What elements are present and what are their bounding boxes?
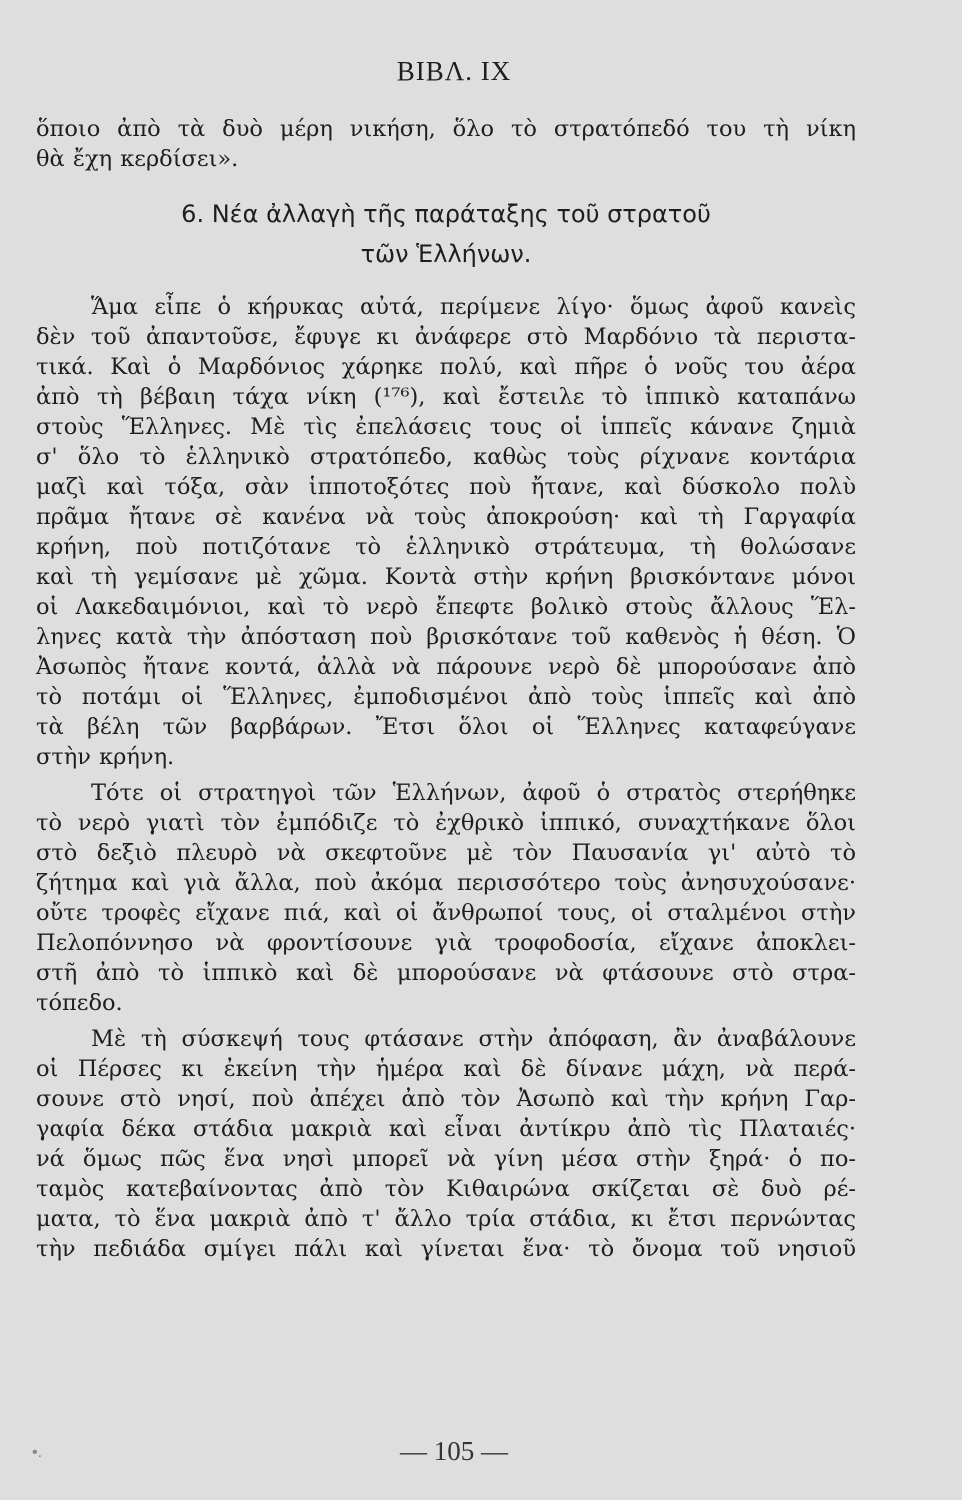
running-head: ΒΙΒΛ. ΙΧ <box>396 56 512 86</box>
margin-mark: •. <box>32 1444 43 1461</box>
text-line: σ' ὅλο τὸ ἑλληνικὸ στρατόπεδο, καθὼς τοὺς ρίχνανε κοντάρια <box>36 444 856 470</box>
text-line: Μὲ τὴ σύσκεψή τους φτάσανε στὴν ἀπόφαση, ἂν ἀναβάλουνε <box>91 1026 856 1052</box>
section-heading-line: τῶν Ἑλλήνων. <box>360 240 532 268</box>
text-line: τὸ ποτάμι οἱ Ἕλληνες, ἐμποδισμένοι ἀπὸ τοὺς ἱππεῖς καὶ ἀπὸ <box>36 684 856 710</box>
page-number: — 105 — <box>400 1436 508 1466</box>
section-heading-line: 6. Νέα ἀλλαγὴ τῆς παράταξης τοῦ στρατοῦ <box>181 200 711 228</box>
paragraph <box>36 778 856 1018</box>
text-line: νά ὅμως πῶς ἕνα νησὶ μπορεῖ νὰ γίνη μέσα στὴν ξηρά· ὁ πο- <box>36 1146 856 1172</box>
section-heading <box>36 194 856 274</box>
text-line: ταμὸς κατεβαίνοντας ἀπὸ τὸν Κιθαιρώνα σκίζεται σὲ δυὸ ρέ- <box>36 1176 856 1202</box>
text-line: οἱ Πέρσες κι ἐκείνη τὴν ἡμέρα καὶ δὲ δίνανε μάχη, νὰ περά- <box>36 1056 856 1082</box>
text-line: σουνε στὸ νησί, ποὺ ἀπέχει ἀπὸ τὸν Ἀσωπὸ καὶ τὴν κρήνη Γαρ- <box>36 1086 856 1112</box>
text-line: γαφία δέκα στάδια μακριὰ καὶ εἶναι ἀντίκρυ ἀπὸ τὶς Πλαταιές· <box>36 1116 856 1142</box>
text-line: κρήνη, ποὺ ποτιζότανε τὸ ἑλληνικὸ στράτευμα, τὴ θολώσανε <box>36 534 856 560</box>
text-line: στῆ ἀπὸ τὸ ἱππικὸ καὶ δὲ μπορούσανε νὰ φτάσουνε στὸ στρα- <box>36 960 856 986</box>
text-line: στὸ δεξιὸ πλευρὸ νὰ σκεφτοῦνε μὲ τὸν Παυσανία γι' αὐτὸ τὸ <box>36 840 856 866</box>
text-line: στοὺς Ἕλληνες. Μὲ τὶς ἐπελάσεις τους οἱ ἱππεῖς κάνανε ζημιὰ <box>36 414 856 440</box>
text-line: στὴν κρήνη. <box>36 744 175 770</box>
paragraph <box>36 1024 856 1264</box>
text-line: δὲν τοῦ ἀπαντοῦσε, ἔφυγε κι ἀνάφερε στὸ Μαρδόνιο τὰ περιστα- <box>36 324 856 350</box>
text-line: Ἀσωπὸς ἤτανε κοντά, ἀλλὰ νὰ πάρουνε νερὸ δὲ μπορούσανε ἀπὸ <box>36 654 856 680</box>
paragraph <box>36 292 856 772</box>
text-line: ζήτημα καὶ γιὰ ἄλλα, ποὺ ἀκόμα περισσότερο τοὺς ἀνησυχούσανε· <box>36 870 856 896</box>
text-line: ληνες κατὰ τὴν ἀπόσταση ποὺ βρισκότανε τοῦ καθενὸς ἡ θέση. Ὁ <box>36 624 856 650</box>
text-line: οὔτε τροφὲς εἴχανε πιά, καὶ οἱ ἄνθρωποί τους, οἱ σταλμένοι στὴν <box>36 900 856 926</box>
text-line: ὅποιο ἀπὸ τὰ δυὸ μέρη νικήση, ὅλο τὸ στρατόπεδό του τὴ νίκη <box>36 116 856 142</box>
text-line: τὸ νερὸ γιατὶ τὸν ἐμπόδιζε τὸ ἐχθρικὸ ἱππικό, συναχτήκανε ὅλοι <box>36 810 856 836</box>
text-line: τικά. Καὶ ὁ Μαρδόνιος χάρηκε πολύ, καὶ πῆρε ὁ νοῦς του ἀέρα <box>36 354 856 380</box>
text-line: τὴν πεδιάδα σμίγει πάλι καὶ γίνεται ἕνα· τὸ ὄνομα τοῦ νησιοῦ <box>36 1236 856 1262</box>
intro-text <box>36 114 856 174</box>
text-line: Πελοπόννησο νὰ φροντίσουνε γιὰ τροφοδοσία, εἴχανε ἀποκλει- <box>36 930 856 956</box>
text-line: οἱ Λακεδαιμόνιοι, καὶ τὸ νερὸ ἔπεφτε βολικὸ στοὺς ἄλλους Ἕλ- <box>36 594 856 620</box>
text-line: Ἅμα εἶπε ὁ κήρυκας αὐτά, περίμενε λίγο· ὅμως ἀφοῦ κανεὶς <box>91 294 856 320</box>
text-line: Τότε οἱ στρατηγοὶ τῶν Ἑλλήνων, ἀφοῦ ὁ στρατὸς στερήθηκε <box>91 780 856 806</box>
text-line: πρᾶμα ἤτανε σὲ κανένα νὰ τοὺς ἀποκρούση· καὶ τὴ Γαργαφία <box>36 504 856 530</box>
text-line: τὰ βέλη τῶν βαρβάρων. Ἔτσι ὅλοι οἱ Ἕλληνες καταφεύγανε <box>36 714 856 740</box>
text-line: μαζὶ καὶ τόξα, σὰν ἱπποτοξότες ποὺ ἤτανε, καὶ δύσκολο πολὺ <box>36 474 856 500</box>
text-line: τόπεδο. <box>36 990 123 1016</box>
text-line: καὶ τὴ γεμίσανε μὲ χῶμα. Κοντὰ στὴν κρήνη βρισκόντανε μόνοι <box>36 564 856 590</box>
body-text <box>36 114 856 1264</box>
text-line: ἀπὸ τὴ βέβαιη τάχα νίκη (¹⁷⁶), καὶ ἔστειλε τὸ ἱππικὸ καταπάνω <box>36 384 856 410</box>
text-line: θὰ ἔχη κερδίσει». <box>36 146 239 172</box>
text-line: ματα, τὸ ἕνα μακριὰ ἀπὸ τ' ἄλλο τρία στάδια, κι ἔτσι περνώντας <box>36 1206 856 1232</box>
